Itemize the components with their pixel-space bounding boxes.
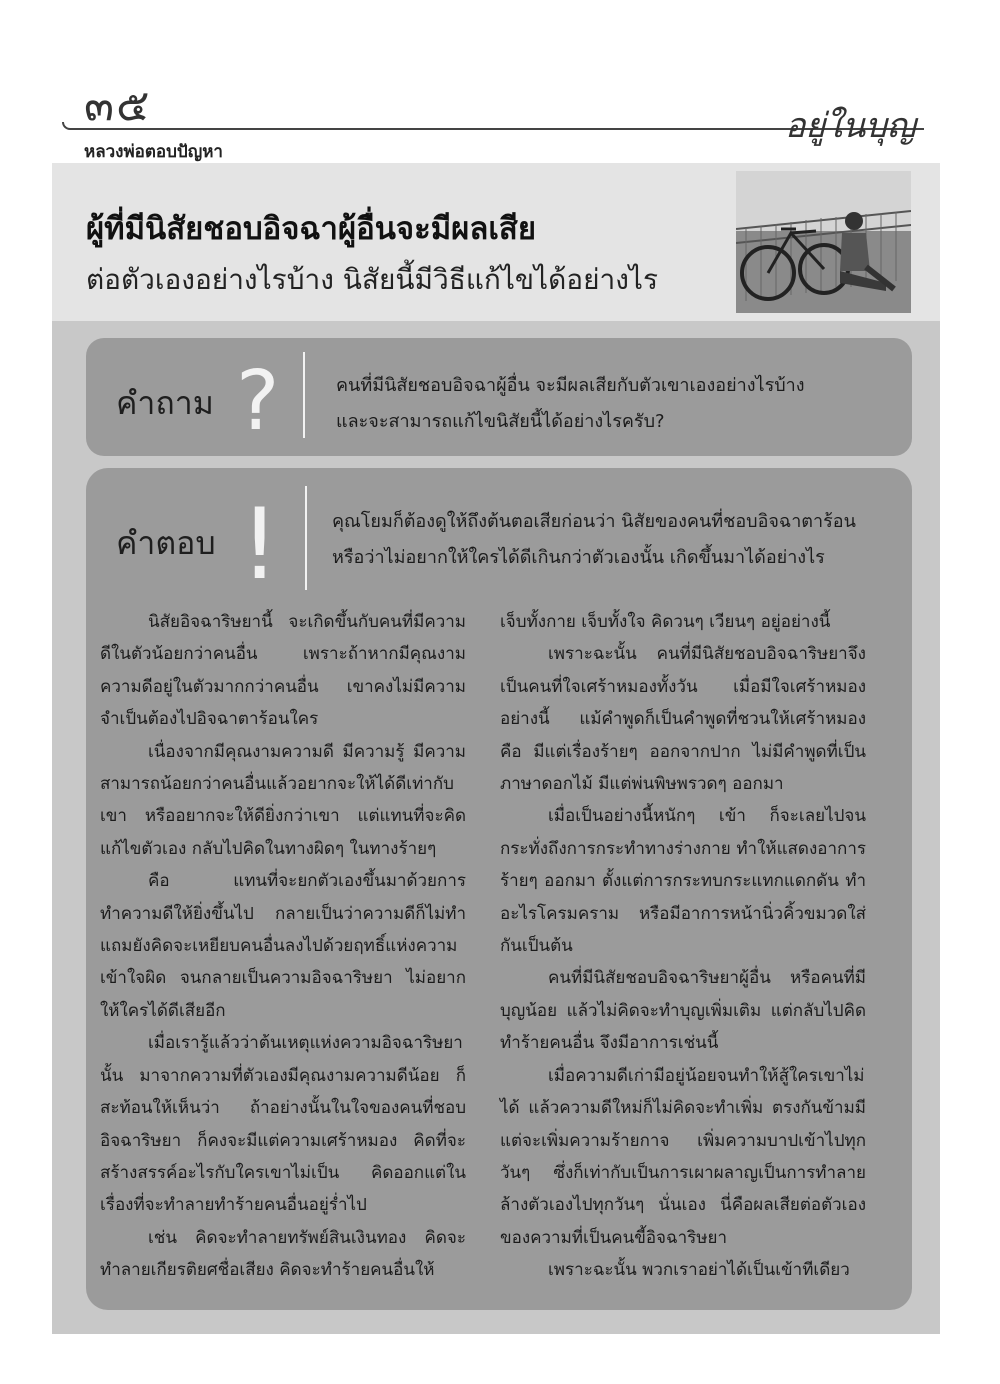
paragraph: เมื่อความดีเก่ามีอยู่น้อยจนทำให้สู้ใครเขาไม่ได้ แล้วความดีใหม่ก็ไม่คิดจะทำเพิ่ม ตรงกันข้ามมีแต่จะเพิ่มความร้ายกาจ เพิ่มความบาปเข้าไปทุกวันๆ ซึ่งก็เท่ากับเป็นการเผาผลาญเป็นการทำลายล้างตัวเองไปทุกวันๆ นั่นเอง นี่คือผลเสียต่อตัวเองของความที่เป็นคนขี้อิจฉาริษยา — [500, 1065, 866, 1248]
paragraph: เนื่องจากมีคุณงามความดี มีความรู้ มีความสามารถน้อยกว่าคนอื่นแล้วอยากจะให้ได้ดีเท่ากับเขา หรืออยากจะให้ดียิ่งกว่าเขา แต่แทนที่จะคิดแก้ไขตัวเอง กลับไปคิดในทางผิดๆ ในทางร้ายๆ — [100, 741, 466, 859]
photo-illustration — [736, 171, 911, 313]
answer-line: คุณโยมก็ต้องดูให้ถึงต้นตอเสียก่อนว่า นิสัยของคนที่ชอบอิจฉาตาร้อน — [332, 511, 856, 532]
section-label: หลวงพ่อตอบปัญหา — [84, 142, 223, 162]
answer-intro — [332, 504, 892, 576]
question-label: คำถาม — [116, 384, 214, 422]
photo-man-with-bicycle — [736, 171, 911, 313]
paragraph: เมื่อเป็นอย่างนี้หนักๆ เข้า ก็จะเลยไปจนกระทั่งถึงการกระทำทางร่างกาย ทำให้แสดงอาการร้ายๆ ออกมา ตั้งแต่การกระทบกระแทกแดกดัน ทำอะไรโครมคราม หรือมีอาการหน้านิ่วคิ้วขมวดใส่กันเป็นต้น — [500, 806, 866, 957]
question-line: และจะสามารถแก้ไขนิสัยนี้ได้อย่างไรครับ? — [336, 411, 665, 432]
body-column-right — [500, 606, 866, 1287]
question-text — [336, 368, 896, 440]
paragraph: คนที่มีนิสัยชอบอิจฉาริษยาผู้อื่น หรือคนที่มีบุญน้อย แล้วไม่คิดจะทำบุญเพิ่มเติม แต่กลับไปคิดทำร้ายคนอื่น จึงมีอาการเช่นนี้ — [500, 968, 866, 1054]
article-subtitle: ต่อตัวเองอย่างไรบ้าง นิสัยนี้มีวิธีแก้ไขได้อย่างไร — [86, 263, 659, 296]
paragraph: เช่น คิดจะทำลายทรัพย์สินเงินทอง คิดจะทำลายเกียรติยศชื่อเสียง คิดจะทำร้ายคนอื่นให้ — [100, 1227, 466, 1281]
brand-logo: อยู่ในบุญ — [785, 106, 916, 146]
paragraph: เพราะฉะนั้น คนที่มีนิสัยชอบอิจฉาริษยาจึงเป็นคนที่ใจเศร้าหมองทั้งวัน เมื่อมีใจเศร้าหมองอย่างนี้ แม้คำพูดก็เป็นคำพูดที่ชวนให้เศร้าหมอง คือ มีแต่เรื่องร้ายๆ ออกจากปาก ไม่มีคำพูดที่เป็นภาษาดอกไม้ มีแต่พ่นพิษพรวดๆ ออกมา — [500, 644, 866, 795]
paragraph: เพราะฉะนั้น พวกเราอย่าได้เป็นเข้าทีเดียว — [548, 1260, 850, 1281]
answer-divider — [305, 486, 307, 590]
paragraph: นิสัยอิจฉาริษยานี้ จะเกิดขึ้นกับคนที่มีความดีในตัวน้อยกว่าคนอื่น เพราะถ้าหากมีคุณงามความดีอยู่ในตัวมากกว่าคนอื่น เขาคงไม่มีความจำเป็นต้องไปอิจฉาตาร้อนใคร — [100, 612, 466, 730]
exclamation-mark-icon: ! — [240, 488, 280, 602]
body-column-left — [100, 606, 466, 1287]
page-number: ๓๕ — [84, 80, 152, 131]
question-divider — [303, 352, 305, 438]
paragraph: คือ แทนที่จะยกตัวเองขึ้นมาด้วยการทำความดีให้ยิ่งขึ้นไป กลายเป็นว่าความดีก็ไม่ทำ แถมยังคิดจะเหยียบคนอื่นลงไปด้วยฤทธิ์แห่งความเข้าใจผิด จนกลายเป็นความอิจฉาริษยา ไม่อยากให้ใครได้ดีเสียอีก — [100, 871, 466, 1021]
question-line: คนที่มีนิสัยชอบอิจฉาผู้อื่น จะมีผลเสียกับตัวเขาเองอย่างไรบ้าง — [336, 375, 805, 396]
paragraph: เมื่อเรารู้แล้วว่าต้นเหตุแห่งความอิจฉาริษยานั้น มาจากความที่ตัวเองมีคุณงามความดีน้อย ก็สะท้อนให้เห็นว่า ถ้าอย่างนั้นในใจของคนที่ชอบอิจฉาริษยา ก็คงจะมีแต่ความเศร้าหมอง คิดที่จะสร้างสรรค์อะไรกับใครเขาไม่เป็น คิดออกแต่ในเรื่องที่จะทำลายทำร้ายคนอื่นอยู่ร่ำไป — [100, 1033, 466, 1216]
answer-label: คำตอบ — [116, 524, 216, 562]
article-title: ผู้ที่มีนิสัยชอบอิจฉาผู้อื่นจะมีผลเสีย — [86, 211, 537, 247]
paragraph: เจ็บทั้งกาย เจ็บทั้งใจ คิดวนๆ เวียนๆ อยู่อย่างนี้ — [500, 612, 831, 632]
answer-line: หรือว่าไม่อยากให้ใครได้ดีเกินกว่าตัวเองนั้น เกิดขึ้นมาได้อย่างไร — [332, 547, 825, 568]
question-mark-icon: ? — [236, 354, 280, 449]
